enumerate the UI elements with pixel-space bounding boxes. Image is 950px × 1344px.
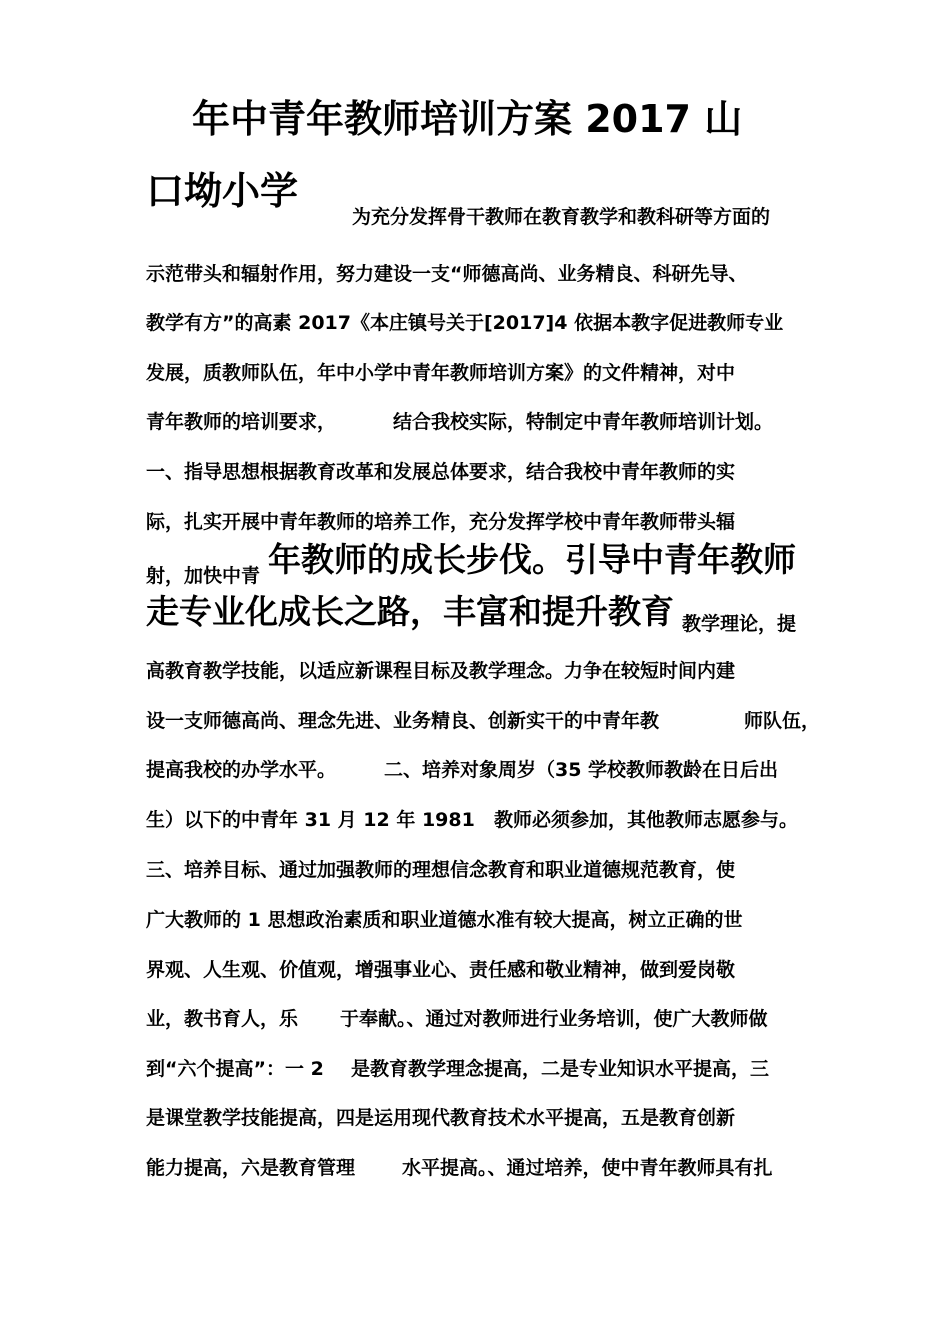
body-line: 生）以下的中青年 31 月 12 年 1981: [146, 809, 475, 831]
body-line: 教学有方”的高素 2017《本庄镇号关于[2017]4 依据本教字促进教师专业: [146, 312, 784, 334]
body-line: 水平提高。、通过培养，使中青年教师具有扎: [402, 1157, 773, 1179]
body-line-large: 走专业化成长之路，丰富和提升教育: [146, 592, 674, 631]
body-line: 广大教师的 1 思想政治素质和职业道德水准有较大提高，树立正确的世: [146, 909, 743, 931]
body-line: 能力提高，六是教育管理: [146, 1157, 356, 1179]
document-title-line-2: 口坳小学: [146, 169, 299, 213]
body-line: 提高我校的办学水平。: [146, 759, 337, 781]
body-line: 为充分发挥骨干教师在教育教学和教科研等方面的: [352, 206, 771, 228]
body-line: 教师必须参加，其他教师志愿参与。: [494, 809, 799, 831]
body-line: 际，扎实开展中青年教师的培养工作，充分发挥学校中青年教师带头辐: [146, 511, 736, 533]
document-title-line-1: 年中青年教师培训方案 2017 山: [192, 97, 743, 141]
body-line: 是课堂教学技能提高，四是运用现代教育技术水平提高，五是教育创新: [146, 1107, 736, 1129]
body-line: 三、培养目标、通过加强教师的理想信念教育和职业道德规范教育，使: [146, 859, 736, 881]
body-line: 教学理论，提: [682, 613, 797, 635]
body-line: 青年教师的培训要求，: [146, 411, 337, 433]
body-line-large: 年教师的成长步伐。引导中青年教师: [268, 540, 796, 579]
body-line: 二、培养对象周岁（35 学校教师教龄在日后出: [384, 759, 779, 781]
body-line: 到“六个提高”：一 2: [146, 1058, 324, 1080]
body-line: 一、指导思想根据教育改革和发展总体要求，结合我校中青年教师的实: [146, 461, 736, 483]
body-line: 是教育教学理念提高，二是专业知识水平提高，三: [351, 1058, 770, 1080]
body-line: 发展，质教师队伍，年中小学中青年教师培训方案》的文件精神，对中: [146, 362, 736, 384]
body-line: 业，教书育人，乐: [146, 1008, 299, 1030]
body-line: 示范带头和辐射作用，努力建设一支“师德高尚、业务精良、科研先导、: [146, 263, 748, 285]
body-line: 界观、人生观、价值观，增强事业心、责任感和敬业精神，做到爱岗敬: [146, 959, 736, 981]
body-line: 于奉献。、通过对教师进行业务培训，使广大教师做: [340, 1008, 768, 1030]
body-line: 师队伍，: [744, 710, 821, 732]
body-line: 结合我校实际，特制定中青年教师培训计划。: [393, 411, 774, 433]
body-line: 高教育教学技能，以适应新课程目标及教学理念。力争在较短时间内建: [146, 660, 736, 682]
body-line: 射，加快中青: [146, 565, 261, 587]
body-line: 设一支师德高尚、理念先进、业务精良、创新实干的中青年教: [146, 710, 660, 732]
